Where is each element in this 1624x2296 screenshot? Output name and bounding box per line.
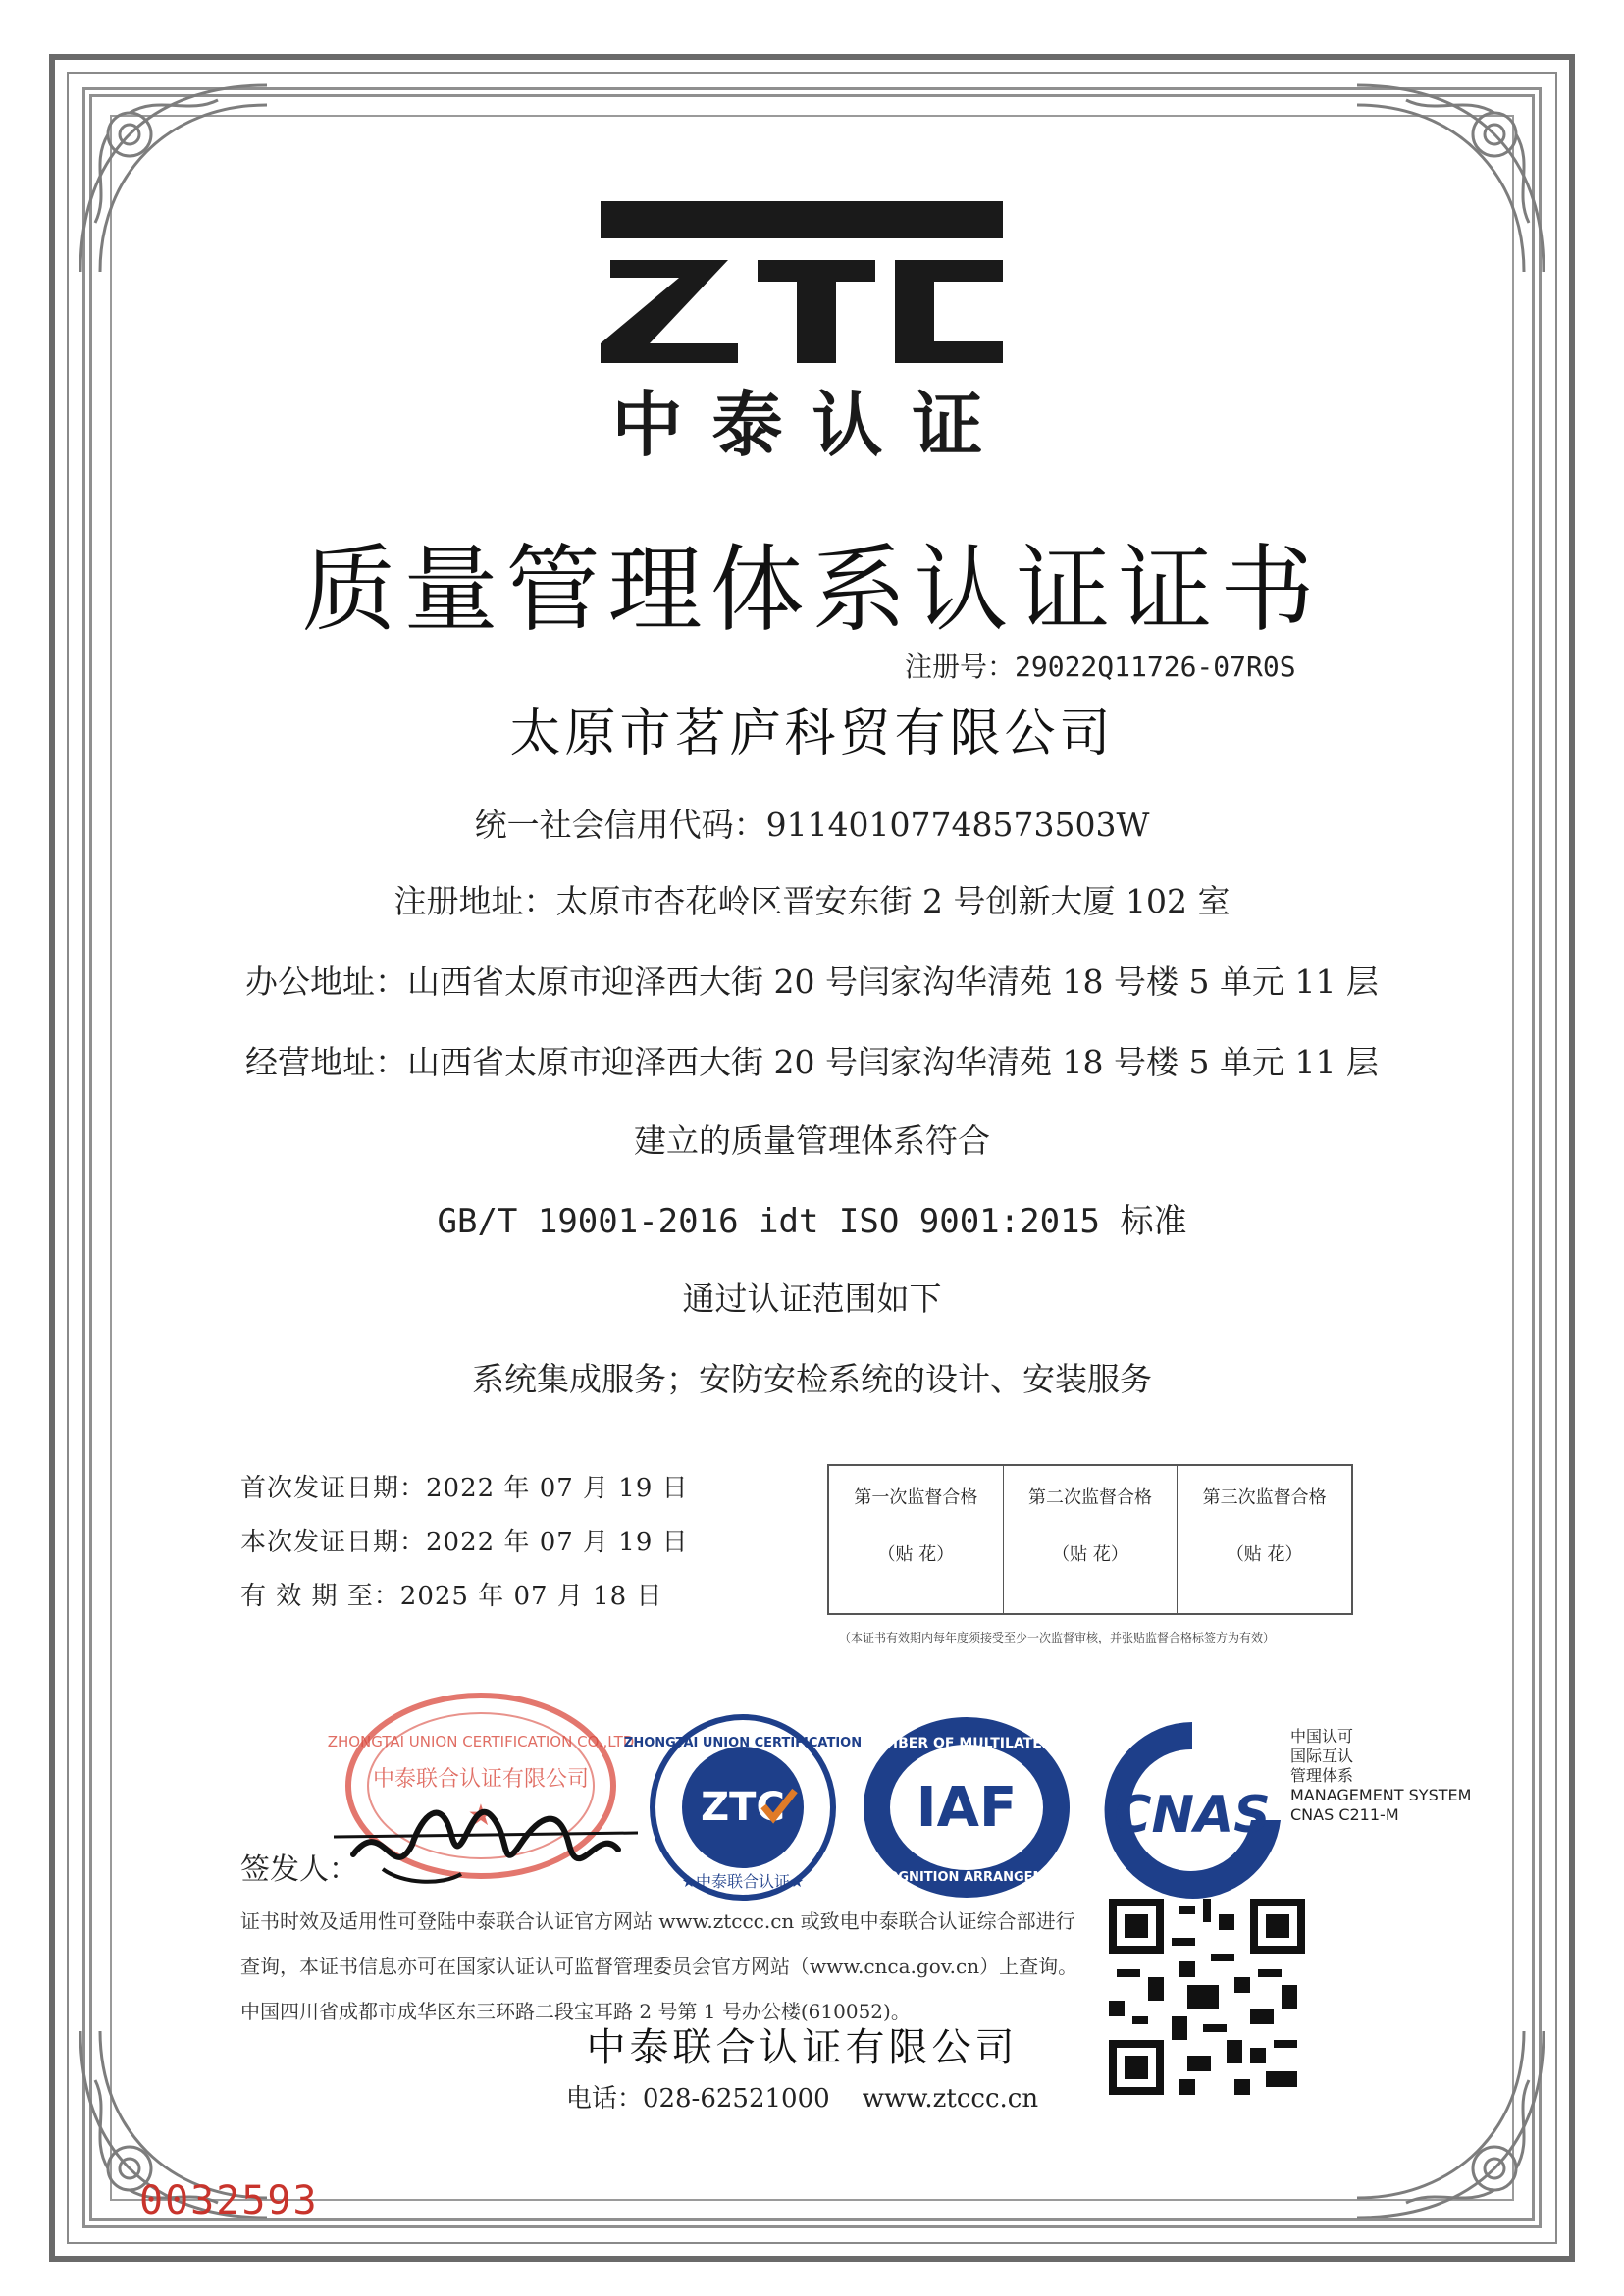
cnas-badge: [1094, 1712, 1290, 1904]
info-block: [240, 1899, 1077, 2034]
logo-chinese-text: 中泰认证: [611, 384, 1013, 466]
issuer-name: 中泰联合认证有限公司: [586, 2025, 1019, 2070]
cnas-line: MANAGEMENT SYSTEM: [1290, 1786, 1472, 1804]
business-address: 经营地址：山西省太原市迎泽西大街 20 号闫家沟华清苑 18 号楼 5 单元 11 层: [245, 1043, 1379, 1081]
registered-address: 注册地址：太原市杏花岭区晋安东街 2 号创新大厦 102 室: [393, 882, 1231, 920]
signer-label: 签发人：: [240, 1852, 358, 1887]
supervision-cell-3: [1178, 1466, 1351, 1613]
supervision-cell-2: [1004, 1466, 1179, 1613]
cnas-line: 国际互认: [1290, 1747, 1354, 1765]
cnas-line: 中国认可: [1290, 1727, 1354, 1746]
cnas-line: CNAS C211-M: [1290, 1805, 1399, 1824]
contact-line: 电话：028-62521000 www.ztccc.cn: [565, 2084, 1039, 2113]
svg-text:★: ★: [467, 1799, 495, 1833]
svg-text:RECOGNITION ARRANGEMENT: RECOGNITION ARRANGEMENT: [859, 1870, 1074, 1885]
certificate-title: 质量管理体系认证证书: [301, 535, 1323, 645]
svg-text:ZHONGTAI UNION CERTIFICATION C: ZHONGTAI UNION CERTIFICATION CO.,LTD: [327, 1733, 635, 1750]
info-line: 查询，本证书信息亦可在国家认证认可监督管理委员会官方网站（www.cnca.gov.cn）上查询。: [240, 1955, 1078, 1978]
credit-code: 统一社会信用代码：91140107748573503W: [474, 806, 1150, 844]
company-name: 太原市茗庐科贸有限公司: [509, 704, 1115, 763]
supervision-header: 第一次监督合格: [854, 1487, 978, 1508]
ztc-badge: [623, 1712, 863, 1904]
conformity-statement: 建立的质量管理体系符合: [634, 1122, 990, 1160]
svg-text:ZHONGTAI UNION CERTIFICATION: ZHONGTAI UNION CERTIFICATION: [623, 1736, 863, 1750]
supervision-sticker: （贴 花）: [877, 1544, 955, 1565]
svg-text:中泰联合认证有限公司: 中泰联合认证有限公司: [372, 1767, 590, 1792]
supervision-table: [827, 1464, 1353, 1615]
supervision-header: 第二次监督合格: [1028, 1487, 1152, 1508]
supervision-sticker: （贴 花）: [1226, 1544, 1303, 1565]
supervision-note: （本证书有效期内每年度须接受至少一次监督审核，并张贴监督合格标签方为有效）: [839, 1631, 1276, 1644]
corner-ornament-top-left: [71, 76, 277, 282]
corner-ornament-top-right: [1347, 76, 1553, 282]
svg-text:ZTC: ZTC: [701, 1785, 785, 1830]
supervision-sticker: （贴 花）: [1052, 1544, 1128, 1565]
info-line: 证书时效及适用性可登陆中泰联合认证官方网站 www.ztccc.cn 或致电中泰联合认证综合部进行: [240, 1909, 1075, 1933]
standard: GB/T 19001-2016 idt ISO 9001:2015 标准: [437, 1202, 1187, 1241]
valid-until-date: 有 效 期 至：2025 年 07 月 18 日: [240, 1582, 663, 1611]
certification-scope: 系统集成服务；安防安检系统的设计、安装服务: [472, 1360, 1152, 1398]
registration-number: 注册号：29022Q11726-07R0S: [905, 651, 1296, 683]
cnas-text: [1290, 1727, 1471, 1825]
date-block: [240, 1462, 689, 1624]
signature: [324, 1776, 648, 1894]
cnas-line: 管理体系: [1290, 1766, 1354, 1785]
info-line: 中国四川省成都市成华区东三环路二段宝耳路 2 号第 1 号办公楼(610052)。: [240, 2000, 911, 2023]
supervision-cell-1: [829, 1466, 1004, 1613]
svg-text:★中泰联合认证★: ★中泰联合认证★: [681, 1872, 805, 1891]
ztc-logo: [601, 201, 1022, 363]
iaf-badge: [859, 1712, 1074, 1904]
scope-intro: 通过认证范围如下: [682, 1279, 942, 1318]
first-issue-date: 首次发证日期：2022 年 07 月 19 日: [240, 1474, 689, 1503]
svg-text:MEMBER OF MULTILATERAL: MEMBER OF MULTILATERAL: [861, 1736, 1073, 1751]
supervision-header: 第三次监督合格: [1202, 1487, 1327, 1508]
this-issue-date: 本次发证日期：2022 年 07 月 19 日: [240, 1528, 689, 1557]
serial-number: 0032593: [139, 2178, 319, 2223]
office-address: 办公地址：山西省太原市迎泽西大街 20 号闫家沟华清苑 18 号楼 5 单元 11 层: [245, 963, 1379, 1001]
svg-text:CNAS: CNAS: [1114, 1786, 1271, 1845]
svg-text:IAF: IAF: [916, 1776, 1018, 1840]
